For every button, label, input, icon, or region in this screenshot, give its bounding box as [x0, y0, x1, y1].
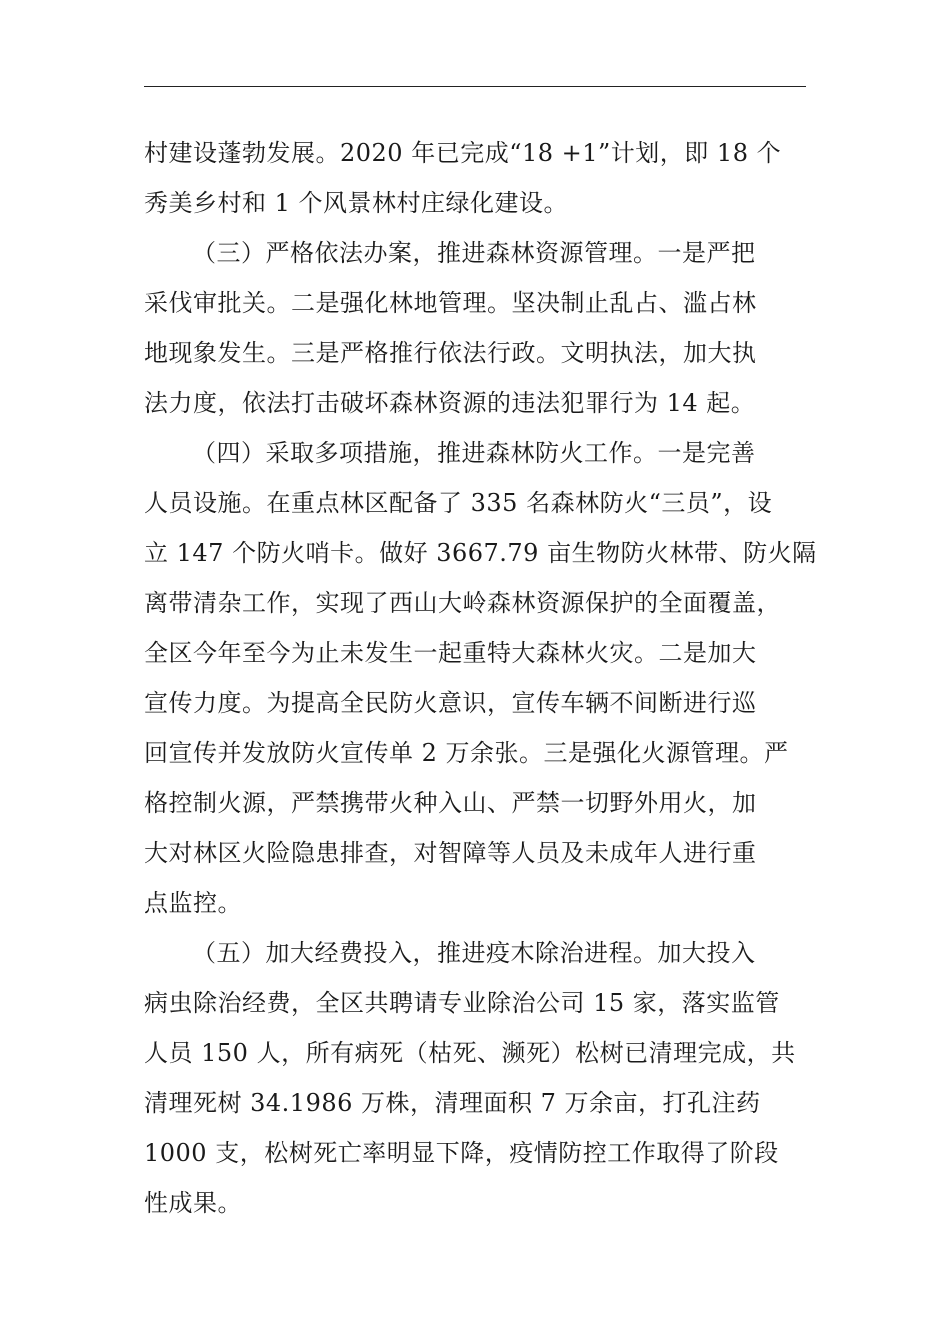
- text-line: 人员设施。在重点林区配备了 335 名森林防火“三员”，设: [144, 489, 773, 517]
- text-line: 宣传力度。为提高全民防火意识，宣传车辆不间断进行巡: [144, 689, 757, 717]
- text-line: 点监控。: [144, 889, 242, 917]
- text-line: 地现象发生。三是严格推行依法行政。文明执法，加大执: [144, 339, 757, 367]
- text-line: 全区今年至今为止未发生一起重特大森林火灾。二是加大: [144, 639, 757, 667]
- text-line: 病虫除治经费，全区共聘请专业除治公司 15 家，落实监管: [144, 989, 780, 1017]
- text-line: 法力度，依法打击破坏森林资源的违法犯罪行为 14 起。: [144, 389, 756, 417]
- text-line: 格控制火源，严禁携带火种入山、严禁一切野外用火，加: [144, 789, 757, 817]
- paragraph-2: [144, 228, 806, 428]
- text-line: 立 147 个防火哨卡。做好 3667.79 亩生物防火林带、防火隔: [144, 539, 817, 567]
- text-line: 清理死树 34.1986 万株，清理面积 7 万余亩，打孔注药: [144, 1089, 761, 1117]
- text-line: 性成果。: [144, 1189, 242, 1217]
- paragraph-4: [144, 928, 806, 1228]
- text-line: 人员 150 人，所有病死（枯死、濒死）松树已清理完成，共: [144, 1039, 796, 1067]
- text-line: 回宣传并发放防火宣传单 2 万余张。三是强化火源管理。严: [144, 739, 789, 767]
- text-line: （五）加大经费投入，推进疫木除治进程。加大投入: [192, 939, 756, 967]
- text-line: 1000 支，松树死亡率明显下降，疫情防控工作取得了阶段: [144, 1139, 779, 1167]
- text-line: 大对林区火险隐患排查，对智障等人员及未成年人进行重: [144, 839, 757, 867]
- text-line: 村建设蓬勃发展。2020 年已完成“18 +1”计划，即 18 个: [144, 139, 782, 167]
- text-line: （四）采取多项措施，推进森林防火工作。一是完善: [192, 439, 756, 467]
- text-line: 采伐审批关。二是强化林地管理。坚决制止乱占、滥占林: [144, 289, 757, 317]
- text-line: 离带清杂工作，实现了西山大岭森林资源保护的全面覆盖，: [144, 589, 781, 617]
- header-rule: [144, 86, 806, 87]
- paragraph-1: [144, 128, 806, 228]
- text-line: 秀美乡村和 1 个风景林村庄绿化建设。: [144, 189, 569, 217]
- paragraph-3: [144, 428, 817, 928]
- text-line: （三）严格依法办案，推进森林资源管理。一是严把: [192, 239, 756, 267]
- document-body: [144, 128, 817, 1228]
